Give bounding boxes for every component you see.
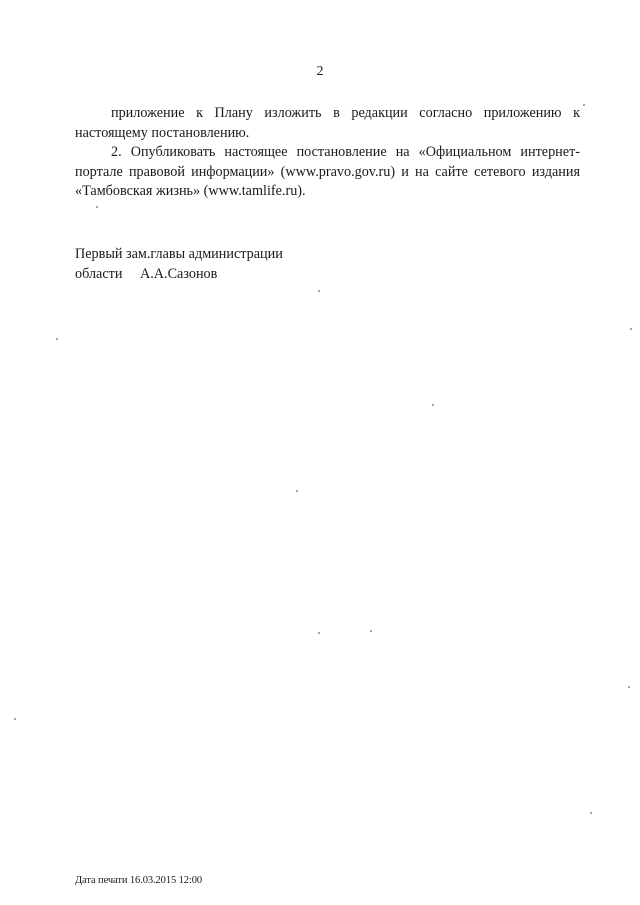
signature-position: Первый зам.главы администрации	[75, 246, 283, 262]
paragraph-appendix: приложение к Плану изложить в редакции согласно приложению к настоящему постановлению.	[75, 105, 580, 141]
paragraph-publish: 2. Опубликовать настоящее постановление на «Официальном интернет-портале правовой информации» (www.pravo.gov.ru) и на сайте сетевого издания «Тамбовская жизнь» (www.tamlife.ru).	[75, 144, 580, 199]
signature-block	[75, 245, 283, 284]
scan-speck	[318, 290, 320, 292]
page-number: 2	[316, 64, 324, 79]
signature-line-2	[75, 265, 283, 285]
scan-speck	[14, 718, 16, 720]
scan-speck	[630, 328, 632, 330]
signatory-name: А.А.Сазонов	[139, 265, 218, 282]
scan-speck	[318, 632, 320, 634]
scan-speck	[432, 404, 434, 406]
scan-speck	[56, 338, 58, 340]
print-date: Дата печати 16.03.2015 12:00	[75, 875, 203, 886]
signature-region: области	[75, 265, 123, 282]
scan-speck	[628, 686, 630, 688]
scan-speck	[370, 630, 372, 632]
scan-speck	[583, 104, 585, 106]
scan-speck	[96, 206, 98, 208]
scan-speck	[590, 812, 592, 814]
scan-speck	[296, 490, 298, 492]
document-body	[75, 104, 580, 202]
